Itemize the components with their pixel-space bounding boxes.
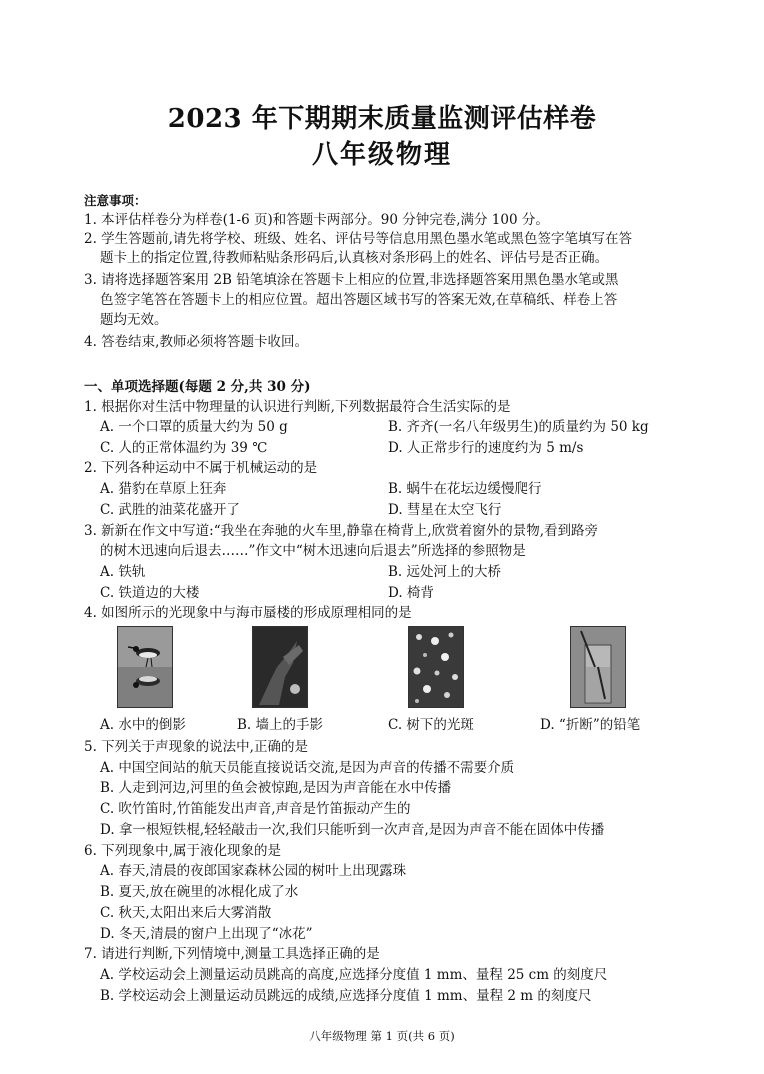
q4-option-a: A. 水中的倒影 <box>100 717 186 733</box>
q3-option-c: C. 铁道边的大楼 <box>100 585 200 601</box>
q1-option-b: B. 齐齐(一名八年级男生)的质量约为 50 kg <box>388 419 649 435</box>
q2-option-d: D. 彗星在太空飞行 <box>388 502 502 518</box>
q2-option-a: A. 猎豹在草原上狂奔 <box>100 481 227 497</box>
section-heading: 一、单项选择题(每题 2 分,共 30 分) <box>84 379 311 395</box>
bent-pencil-image <box>570 626 626 708</box>
q3-option-b: B. 远处河上的大桥 <box>388 564 502 580</box>
q7-option-a: A. 学校运动会上测量运动员跳高的高度,应选择分度值 1 mm、量程 25 cm 的刻度尺 <box>100 967 608 983</box>
q1-option-d: D. 人正常步行的速度约为 5 m/s <box>388 440 584 456</box>
q6-option-b: B. 夏天,放在碗里的冰棍化成了水 <box>100 884 299 900</box>
q1-option-c: C. 人的正常体温约为 39 ℃ <box>100 440 268 456</box>
q4-option-d: D. “折断”的铅笔 <box>540 717 641 733</box>
q5-stem: 5. 下列关于声现象的说法中,正确的是 <box>84 739 308 755</box>
notice-line-2: 2. 学生答题前,请先将学校、班级、姓名、评估号等信息用黑色墨水笔或黑色签字笔填写在答 <box>84 231 632 247</box>
bird-reflection-image <box>117 626 173 708</box>
hand-shadow-image <box>252 626 308 708</box>
q6-option-d: D. 冬天,清晨的窗户上出现了“冰花” <box>100 926 313 942</box>
exam-subtitle: 八年级物理 <box>311 140 452 170</box>
q6-option-a: A. 春天,清晨的夜郎国家森林公园的树叶上出现露珠 <box>100 863 407 879</box>
q3-option-d: D. 椅背 <box>388 585 434 601</box>
notice-line-3c: 题均无效。 <box>100 312 168 328</box>
q3-stem-line2: 的树木迅速向后退去……”作文中“树木迅速向后退去”所选择的参照物是 <box>100 543 526 559</box>
q2-option-c: C. 武胜的油菜花盛开了 <box>100 502 240 518</box>
q7-option-b: B. 学校运动会上测量运动员跳远的成绩,应选择分度值 1 mm、量程 2 m 的刻度尺 <box>100 988 592 1004</box>
q1-stem: 1. 根据你对生活中物理量的认识进行判断,下列数据最符合生活实际的是 <box>84 399 511 415</box>
notice-heading: 注意事项： <box>84 193 147 208</box>
page-footer: 八年级物理 第 1 页(共 6 页) <box>309 1029 455 1043</box>
q2-option-b: B. 蜗牛在花坛边缓慢爬行 <box>388 481 542 497</box>
q4-stem: 4. 如图所示的光现象中与海市蜃楼的形成原理相同的是 <box>84 605 412 621</box>
q7-stem: 7. 请进行判断,下列情境中,测量工具选择正确的是 <box>84 946 380 962</box>
q5-option-c: C. 吹竹笛时,竹笛能发出声音,声音是竹笛振动产生的 <box>100 801 411 817</box>
q6-option-c: C. 秋天,太阳出来后大雾消散 <box>100 905 272 921</box>
notice-line-3b: 色签字笔答在答题卡上的相应位置。超出答题区域书写的答案无效,在草稿纸、样卷上答 <box>100 292 618 308</box>
notice-line-3: 3. 请将选择题答案用 2B 铅笔填涂在答题卡上相应的位置,非选择题答案用黑色墨水笔或黑 <box>84 272 619 288</box>
q4-option-c: C. 树下的光斑 <box>388 717 474 733</box>
q2-stem: 2. 下列各种运动中不属于机械运动的是 <box>84 460 318 476</box>
q5-option-a: A. 中国空间站的航天员能直接说话交流,是因为声音的传播不需要介质 <box>100 760 515 776</box>
q4-option-b: B. 墙上的手影 <box>237 717 324 733</box>
q3-option-a: A. 铁轨 <box>100 564 146 580</box>
q5-option-b: B. 人走到河边,河里的鱼会被惊跑,是因为声音能在水中传播 <box>100 780 452 796</box>
q3-stem-line1: 3. 新新在作文中写道:“我坐在奔驰的火车里,静靠在椅背上,欣赏着窗外的景物,看到路旁 <box>84 523 598 539</box>
notice-line-2b: 题卡上的指定位置,待教师粘贴条形码后,认真核对条形码上的姓名、评估号是否正确。 <box>100 250 609 266</box>
q5-option-d: D. 拿一根短铁棍,轻轻敲击一次,我们只能听到一次声音,是因为声音不能在固体中传播 <box>100 822 605 838</box>
notice-line-1: 1. 本评估样卷分为样卷(1-6 页)和答题卡两部分。90 分钟完卷,满分 100 分。 <box>84 212 549 228</box>
light-spots-image <box>408 626 464 708</box>
q6-stem: 6. 下列现象中,属于液化现象的是 <box>84 843 281 859</box>
notice-line-4: 4. 答卷结束,教师必须将答题卡收回。 <box>84 334 308 350</box>
q1-option-a: A. 一个口罩的质量大约为 50 g <box>100 419 288 435</box>
exam-title: 2023 年下期期末质量监测评估样卷 <box>167 104 597 134</box>
